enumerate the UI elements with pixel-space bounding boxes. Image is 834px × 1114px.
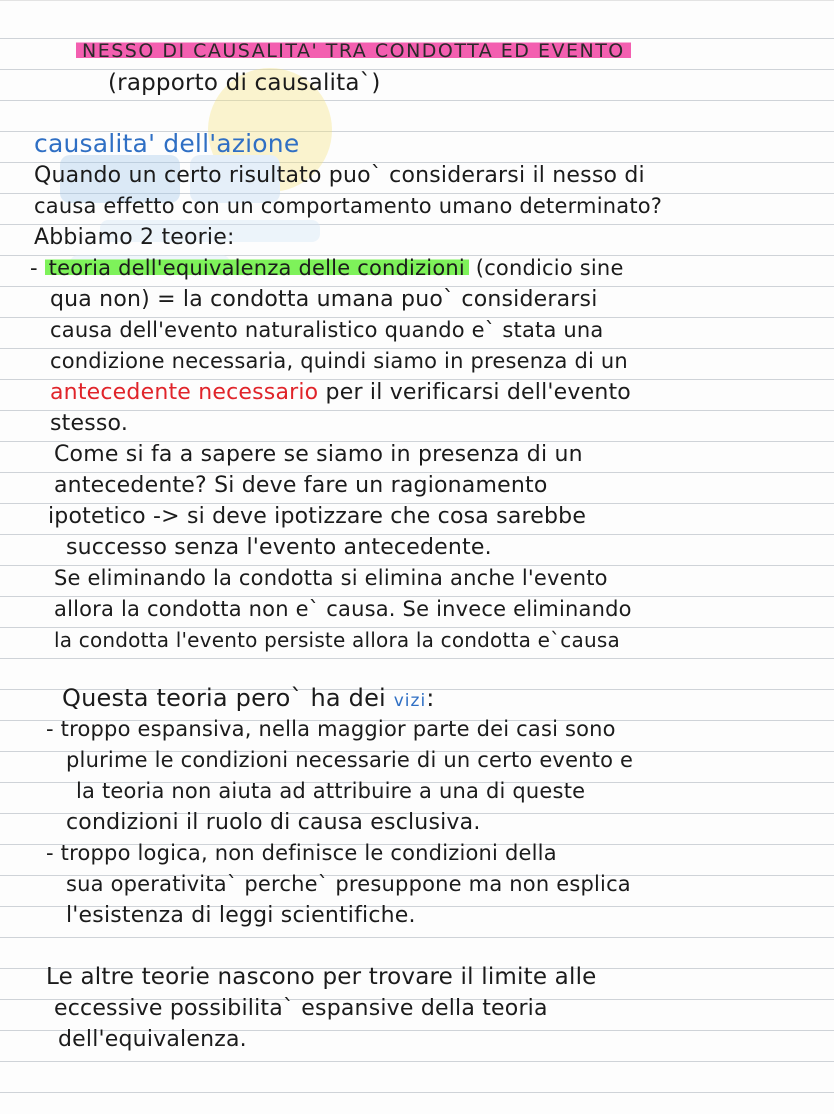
text-line-6: causa dell'evento naturalistico quando e` stata una (50, 318, 604, 342)
text-line-1: Quando un certo risultato puo` considerarsi il nesso di (34, 163, 645, 188)
text-line-21: condizioni il ruolo di causa esclusiva. (66, 810, 481, 835)
highlighted-theory-name: teoria dell'equivalenza delle condizioni (45, 256, 469, 280)
text-line-4-rest: (condicio sine (468, 256, 624, 280)
text-line-16: la condotta l'evento persiste allora la condotta e`causa (54, 628, 620, 652)
text-line-26: eccessive possibilita` espansive della teoria (54, 996, 548, 1021)
section-heading: causalita' dell'azione (34, 129, 300, 158)
text-line-11: antecedente? Si deve fare un ragionamento (54, 473, 548, 498)
red-term: antecedente necessario (50, 380, 319, 405)
text-line-13: successo senza l'evento antecedente. (66, 535, 492, 560)
text-line-22: - troppo logica, non definisce le condizioni della (46, 841, 557, 865)
text-line-8-rest: per il verificarsi dell'evento (318, 380, 631, 405)
list-dash: - (30, 256, 45, 280)
top-edge (0, 0, 834, 1)
text-line-15: allora la condotta non e` causa. Se invece eliminando (54, 597, 632, 621)
text-line-8 (50, 377, 820, 408)
text-line-17-a: Questa teoria pero` ha dei (62, 684, 394, 712)
text-line-4 (30, 253, 820, 284)
page-title-text: NESSO DI CAUSALITA' TRA CONDOTTA ED EVENTO (76, 40, 631, 62)
text-line-24: l'esistenza di leggi scientifiche. (66, 903, 416, 928)
text-line-7: condizione necessaria, quindi siamo in presenza di un (50, 349, 628, 373)
text-line-17-b: : (426, 684, 435, 712)
text-line-18: - troppo espansiva, nella maggior parte dei casi sono (46, 717, 616, 741)
text-line-10: Come si fa a sapere se siamo in presenza di un (54, 442, 583, 467)
text-line-12: ipotetico -> si deve ipotizzare che cosa sarebbe (48, 504, 587, 529)
text-line-19: plurime le condizioni necessarie di un certo evento e (66, 748, 634, 772)
vizi-word: vizi (393, 691, 427, 711)
text-line-9: stesso. (50, 411, 129, 436)
text-line-3: Abbiamo 2 teorie: (34, 225, 235, 250)
text-line-17 (62, 683, 762, 714)
text-line-25: Le altre teorie nascono per trovare il limite alle (46, 964, 597, 990)
text-line-23: sua operativita` perche` presuppone ma non esplica (66, 872, 631, 896)
text-line-2: causa effetto con un comportamento umano determinato? (34, 194, 663, 218)
text-line-27: dell'equivalenza. (58, 1027, 247, 1052)
page-title (76, 36, 776, 67)
page-subtitle: (rapporto di causalita`) (108, 70, 381, 96)
text-line-20: la teoria non aiuta ad attribuire a una di queste (76, 779, 586, 803)
text-line-14: Se eliminando la condotta si elimina anche l'evento (54, 566, 608, 590)
text-line-5: qua non) = la condotta umana puo` considerarsi (50, 287, 598, 312)
